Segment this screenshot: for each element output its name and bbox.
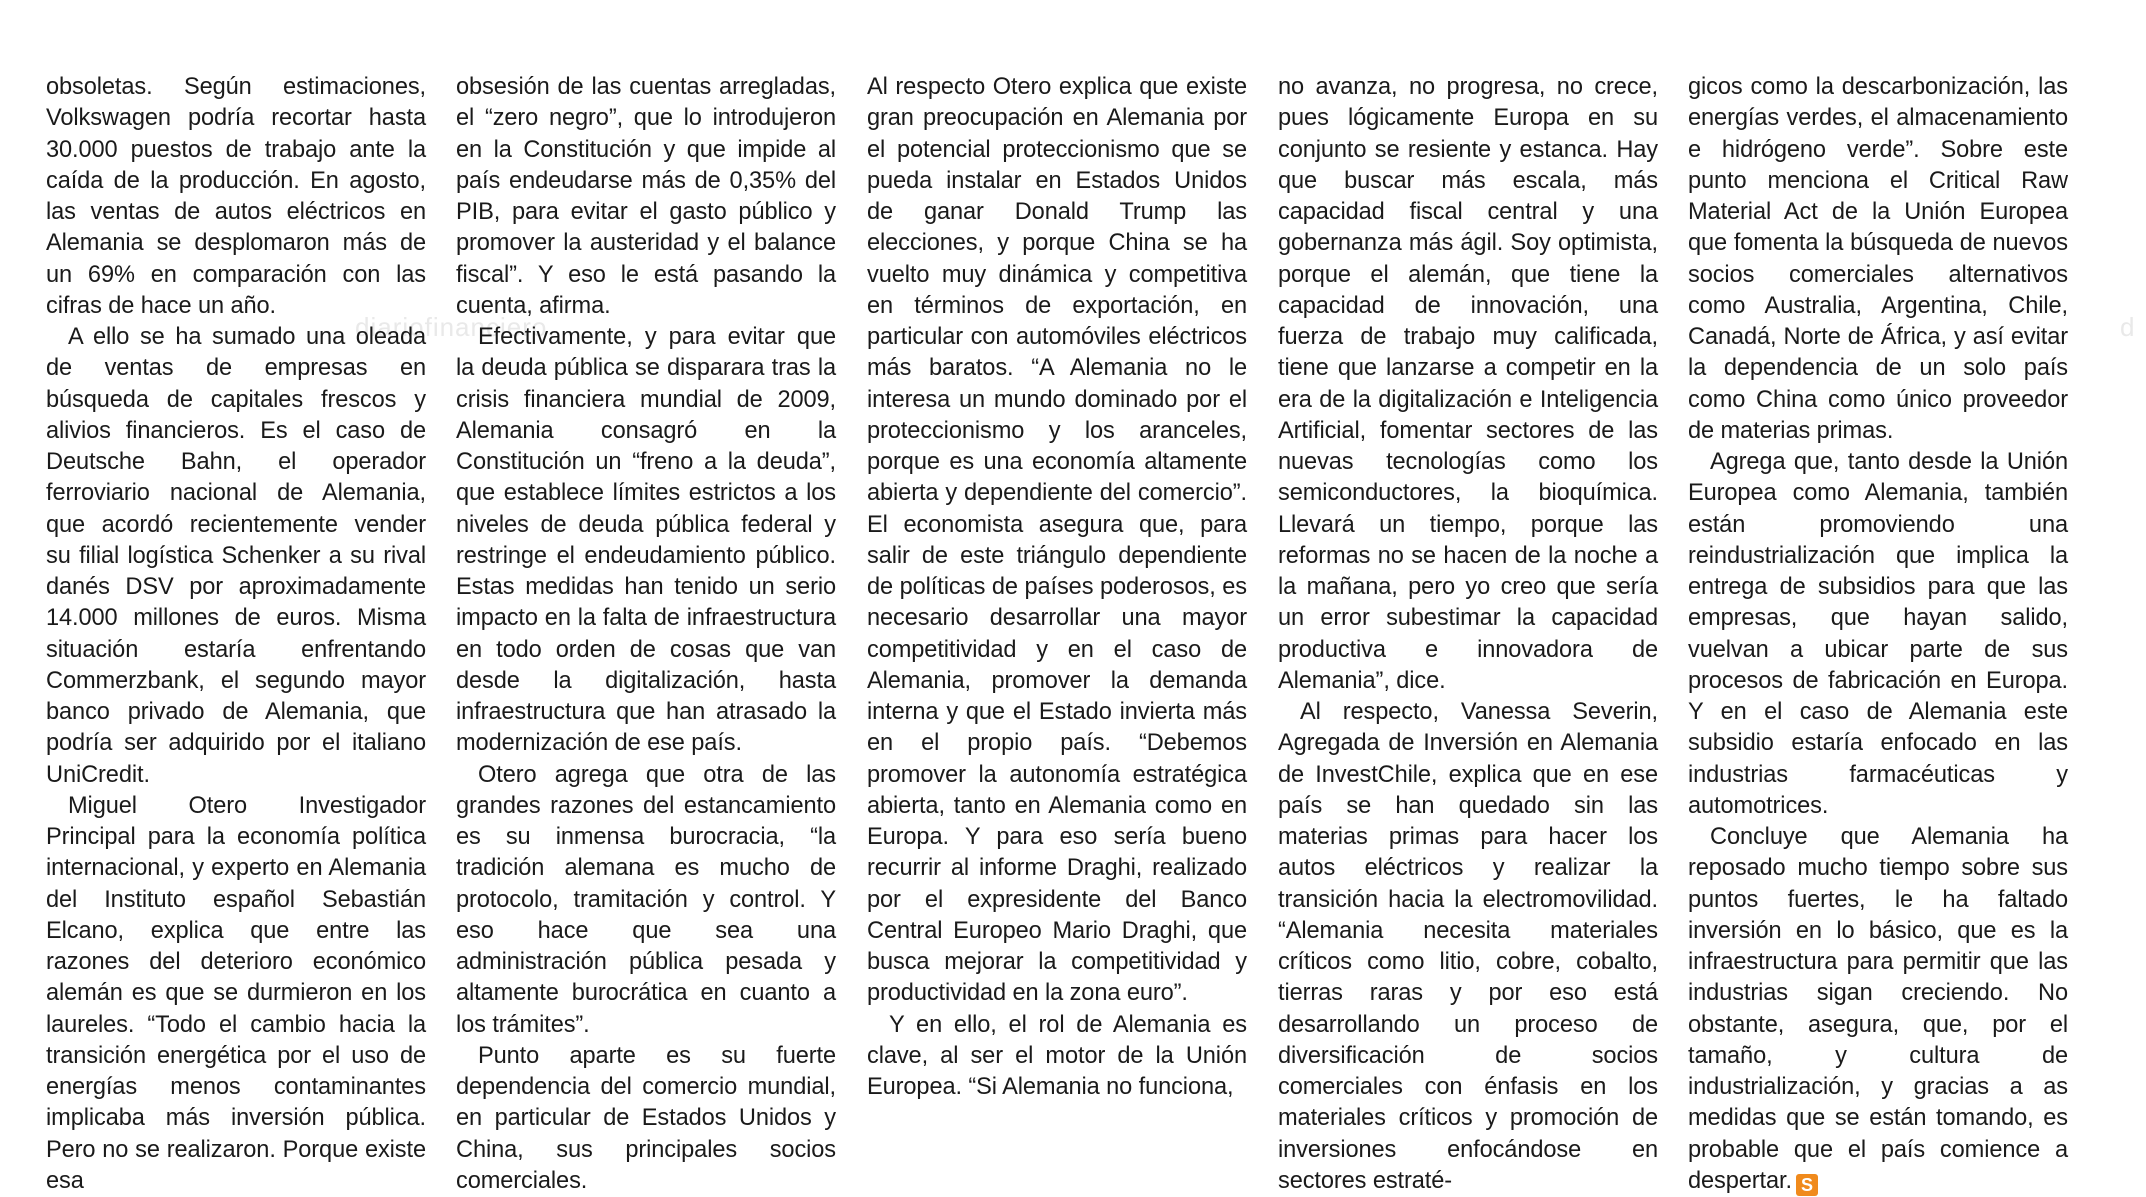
article-column-2	[456, 72, 836, 1197]
end-of-article-logo-icon: S	[1796, 1174, 1818, 1196]
paragraph: Miguel Otero Investigador Principal para la economía política internacional, y experto en Alemania del Instituto español Sebastián Elcano, explica que entre las razones del deterioro económico alemán es que se durmieron en los laureles. “Todo el cambio hacia la transición energética por el uso de energías menos contaminantes implicaba más inversión pública. Pero no se realizaron. Porque existe esa	[46, 792, 426, 1194]
paragraph: no avanza, no progresa, no crece, pues lógicamente Europa en su conjunto se resiente y estanca. Hay que buscar más escala, más capacidad fiscal central y una gobernanza más ágil. Soy optimista, porque el alemán, que tiene la capacidad de innovación, una fuerza de trabajo muy calificada, tiene que lanzarse a competir en la era de la digitalización e Inteligencia Artificial, fomentar sectores de las nuevas tecnologías como los semiconductores, la bioquímica. Llevará un tiempo, porque las reformas no se hacen de la noche a la mañana, pero yo creo que sería un error subestimar la capacidad productiva e innovadora de Alemania”, dice.	[1278, 74, 1658, 694]
paragraph: obsesión de las cuentas arregladas, el “zero negro”, que lo introdujeron en la Constitución y que impide al país endeudarse más de 0,35% del PIB, para evitar el gasto público y promover la austeridad y el balance fiscal”. Y eso le está pasando la cuenta, afirma.	[456, 74, 836, 319]
paragraph: Agrega que, tanto desde la Unión Europea como Alemania, también están promoviendo una reindustrialización que implica la entrega de subsidios para que las empresas, que hayan salido, vuelvan a ubicar parte de sus procesos de fabricación en Europa. Y en el caso de Alemania este subsidio estaría enfocado en las industrias farmacéuticas y automotrices.	[1688, 449, 2068, 819]
watermark-text: diariofinanciero	[355, 312, 548, 342]
paragraph: gicos como la descarbonización, las energías verdes, el almacenamiento e hidrógeno verde”. Sobre este punto menciona el Critical Raw Material Act de la Unión Europea que fomenta la búsqueda de nuevos socios comerciales alternativos como Australia, Argentina, Chile, Canadá, Norte de África, y así evitar la dependencia de un solo país como China como único proveedor de materias primas.	[1688, 74, 2068, 444]
paragraph: obsoletas. Según estimaciones, Volkswagen podría recortar hasta 30.000 puestos de trabajo ante la caída de la producción. En agosto, las ventas de autos eléctricos en Alemania se desplomaron más de un 69% en comparación con las cifras de hace un año.	[46, 74, 426, 319]
article-column-4	[1278, 72, 1658, 1197]
paragraph: Y en ello, el rol de Alemania es clave, al ser el motor de la Unión Europea. “Si Alemania no funciona,	[867, 1011, 1247, 1100]
closing-paragraph	[1688, 822, 2068, 1197]
paragraph-text: Concluye que Alemania ha reposado mucho tiempo sobre sus puntos fuertes, le ha faltado inversión en lo básico, que es la infraestructura para permitir que las industrias sigan creciendo. No obstante, asegura, que, por el tamaño, y cultura de industrialización, y gracias a as medidas que se están tomando, es probable que el país comience a despertar.	[1688, 824, 2068, 1194]
paragraph: A ello se ha sumado una oleada de ventas de empresas en búsqueda de capitales frescos y alivios financieros. Es el caso de Deutsche Bahn, el operador ferroviario nacional de Alemania, que acordó recientemente vender su filial logística Schenker a su rival danés DSV por aproximadamente 14.000 millones de euros. Misma situación estaría enfrentando Commerzbank, el segundo mayor banco privado de Alemania, que podría ser adquirido por el italiano UniCredit.	[46, 324, 426, 788]
article-column-3	[867, 72, 1247, 1103]
paragraph: Al respecto, Vanessa Severin, Agregada de Inversión en Alemania de InvestChile, explica que en ese país se han quedado sin las materias primas para hacer los autos eléctricos y realizar la transición hacia la electromovilidad. “Alemania necesita materiales críticos como litio, cobre, cobalto, tierras raras y por eso está desarrollando un proceso de diversificación de socios comerciales con énfasis en los materiales críticos y promoción de inversiones enfocándose en sectores estraté-	[1278, 699, 1658, 1194]
paragraph: Al respecto Otero explica que existe gran preocupación en Alemania por el potencial proteccionismo que se pueda instalar en Estados Unidos de ganar Donald Trump las elecciones, y porque China se ha vuelto muy dinámica y competitiva en términos de exportación, en particular con automóviles eléctricos más baratos. “A Alemania no le interesa un mundo dominado por el proteccionismo y los aranceles, porque es una economía altamente abierta y dependiente del comercio”. El economista asegura que, para salir de este triángulo dependiente de políticas de países poderosos, es necesario desarrollar una mayor competitividad y en el caso de Alemania, promover la demanda interna y que el Estado invierta más en el propio país. “Debemos promover la autonomía estratégica abierta, tanto en Alemania como en Europa. Y para eso sería bueno recurrir al informe Draghi, realizado por el expresidente del Banco Central Europeo Mario Draghi, que busca mejorar la competitividad y productividad en la zona euro”.	[867, 74, 1247, 1007]
watermark-text-edge: d	[2120, 312, 2136, 342]
article-column-1	[46, 72, 426, 1197]
article-column-5	[1688, 72, 2068, 1197]
paragraph: Otero agrega que otra de las grandes razones del estancamiento es su inmensa burocracia, “la tradición alemana es mucho de protocolo, tramitación y control. Y eso hace que sea una administración pública pesada y altamente burocrática en cuanto a los trámites”.	[456, 761, 836, 1038]
paragraph: Efectivamente, y para evitar que la deuda pública se disparara tras la crisis financiera mundial de 2009, Alemania consagró en la Constitución un “freno a la deuda”, que establece límites estrictos a los niveles de deuda pública federal y restringe el endeudamiento público. Estas medidas han tenido un serio impacto en la falta de infraestructura en todo orden de cosas que van desde la digitalización, hasta infraestructura que han atrasado la modernización de ese país.	[456, 324, 836, 757]
paragraph: Punto aparte es su fuerte dependencia del comercio mundial, en particular de Estados Unidos y China, sus principales socios comerciales.	[456, 1042, 836, 1194]
